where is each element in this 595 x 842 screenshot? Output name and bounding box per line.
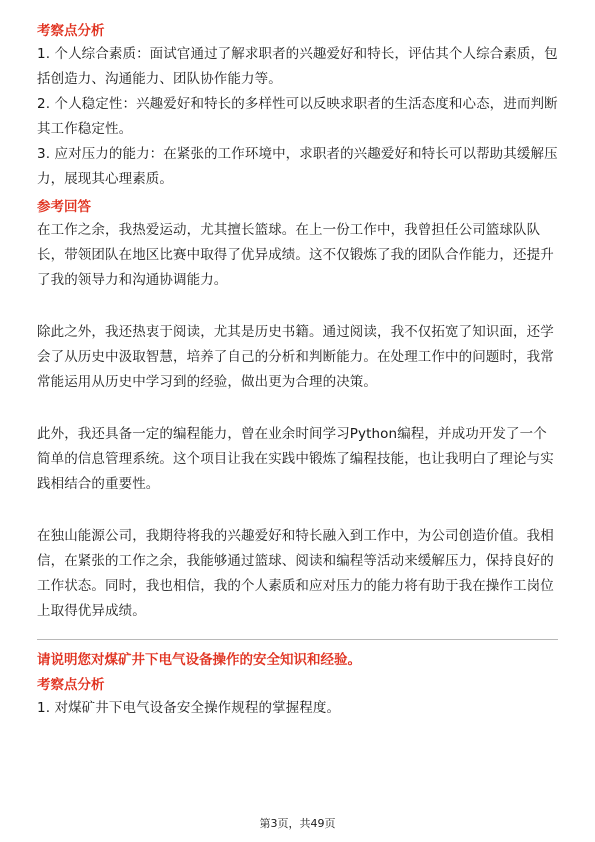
reference-answer-heading: 参考回答 [37, 199, 91, 215]
analysis-item-3: 3. 应对压力的能力：在紧张的工作环境中，求职者的兴趣爱好和特长可以帮助其缓解压力，展现其心理素质。 [37, 146, 558, 187]
analysis-item-next-1: 1. 对煤矿井下电气设备安全操作规程的掌握程度。 [37, 700, 341, 716]
analysis-heading-2: 考察点分析 [37, 677, 105, 693]
question-title: 请说明您对煤矿井下电气设备操作的安全知识和经验。 [37, 652, 361, 668]
answer-paragraph-3: 此外，我还具备一定的编程能力，曾在业余时间学习Python编程，并成功开发了一个简单的信息管理系统。这个项目让我在实践中锻炼了编程技能，也让我明白了理论与实践相结合的重要性。 [37, 426, 554, 492]
answer-paragraph-1: 在工作之余，我热爱运动，尤其擅长篮球。在上一份工作中，我曾担任公司篮球队队长，带领团队在地区比赛中取得了优异成绩。这不仅锻炼了我的团队合作能力，还提升了我的领导力和沟通协调能力。 [37, 222, 554, 288]
section-divider [37, 639, 558, 640]
document-page [37, 22, 558, 721]
page-number: 第3页，共49页 [259, 817, 336, 830]
analysis-item-1: 1. 个人综合素质：面试官通过了解求职者的兴趣爱好和特长，评估其个人综合素质，包括创造力、沟通能力、团队协作能力等。 [37, 46, 558, 87]
analysis-item-2: 2. 个人稳定性：兴趣爱好和特长的多样性可以反映求职者的生活态度和心态，进而判断其工作稳定性。 [37, 96, 558, 137]
answer-paragraph-4: 在独山能源公司，我期待将我的兴趣爱好和特长融入到工作中，为公司创造价值。我相信，在紧张的工作之余，我能够通过篮球、阅读和编程等活动来缓解压力，保持良好的工作状态。同时，我也相信，我的个人素质和应对压力的能力将有助于我在操作工岗位上取得优异成绩。 [37, 528, 554, 619]
answer-paragraph-2: 除此之外，我还热衷于阅读，尤其是历史书籍。通过阅读，我不仅拓宽了知识面，还学会了从历史中汲取智慧，培养了自己的分析和判断能力。在处理工作中的问题时，我常常能运用从历史中学习到的经验，做出更为合理的决策。 [37, 324, 554, 390]
analysis-heading: 考察点分析 [37, 23, 105, 39]
